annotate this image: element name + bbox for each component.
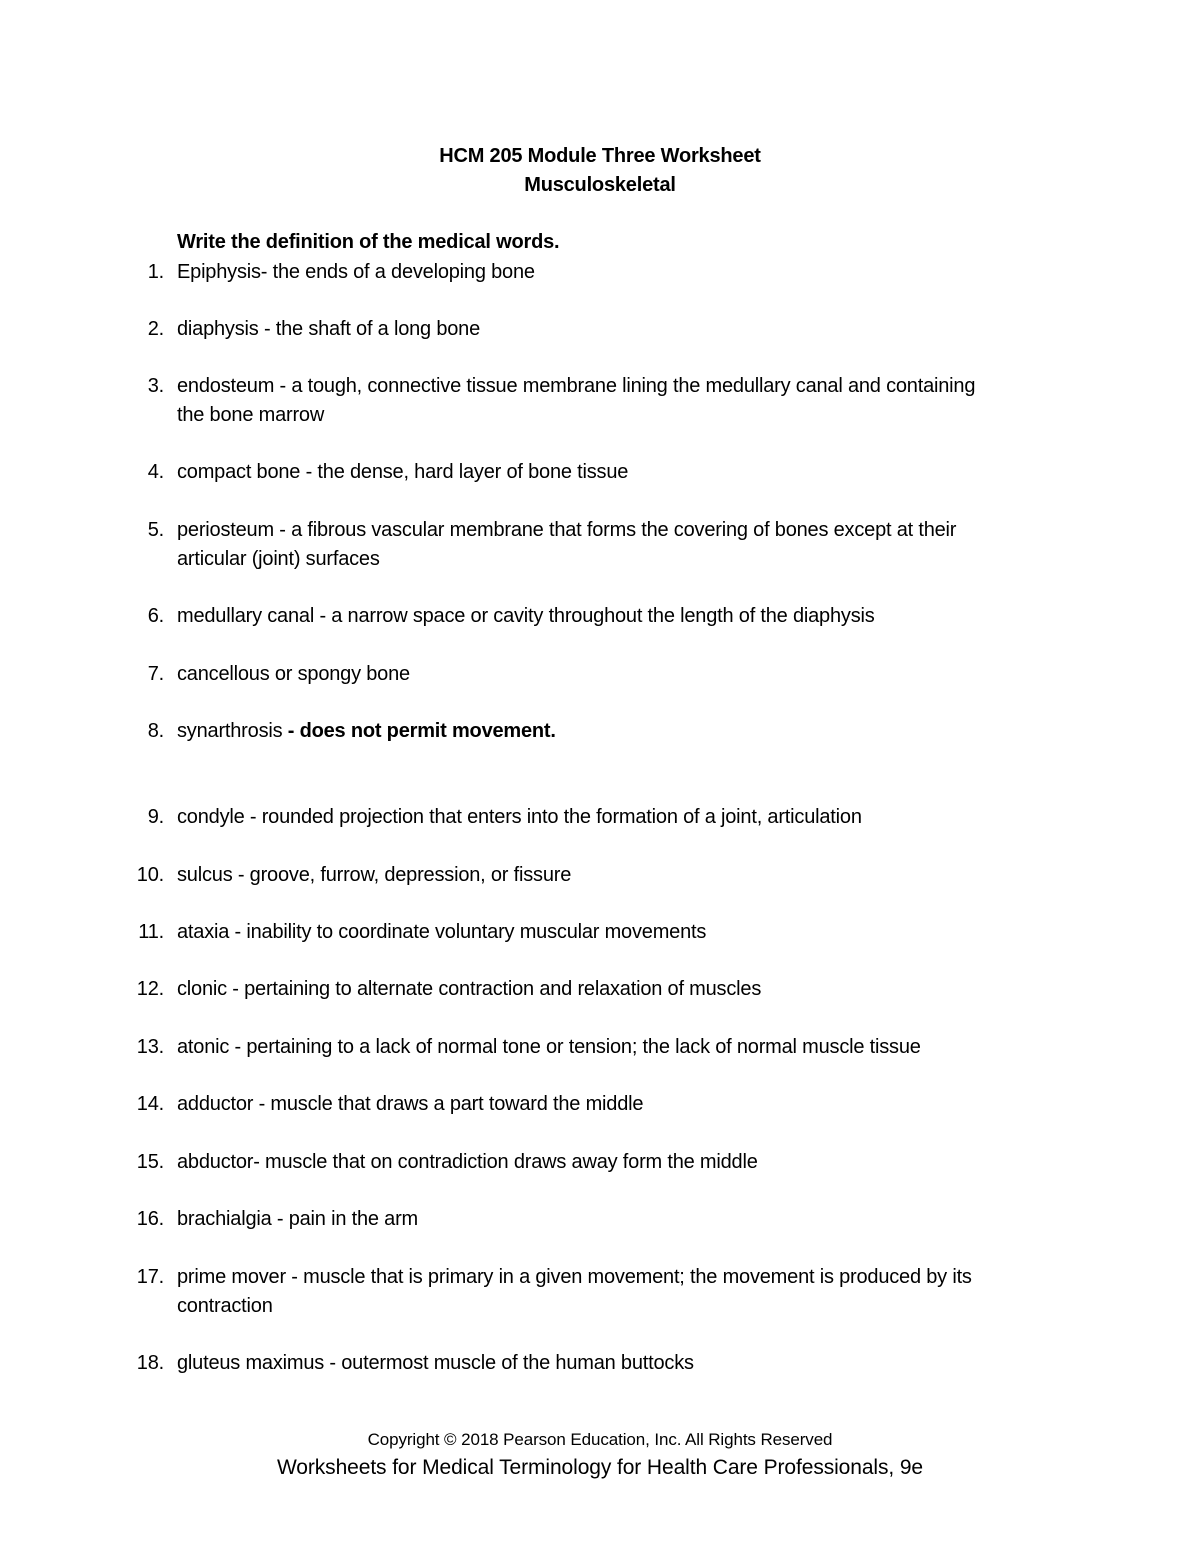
item-number: 16. — [136, 1208, 164, 1230]
item-definition: - rounded projection that enters into the formation of a joint, articulation — [249, 806, 862, 828]
item-definition: - inability to coordinate voluntary muscular movements — [234, 921, 707, 943]
item-definition: - outermost muscle of the human buttocks — [329, 1352, 694, 1374]
item-number: 2. — [147, 318, 164, 340]
item-number: 10. — [136, 864, 164, 886]
item-number: 15. — [136, 1151, 164, 1173]
item-number: 17. — [136, 1266, 164, 1288]
item-number: 1. — [147, 261, 164, 283]
item-term: atonic — [177, 1036, 235, 1058]
item-number: 7. — [147, 663, 164, 685]
item-definition: - the ends of a developing bone — [260, 261, 535, 283]
item-definition: - muscle that is primary in a given movement; the movement is produced by its contraction — [177, 1266, 972, 1317]
item-definition: - the dense, hard layer of bone tissue — [305, 461, 629, 483]
item-number: 18. — [136, 1352, 164, 1374]
item-definition: - pain in the arm — [276, 1208, 419, 1230]
item-number: 6. — [147, 605, 164, 627]
item-definition: - the shaft of a long bone — [263, 318, 481, 340]
item-number: 12. — [136, 978, 164, 1000]
item-term: condyle — [177, 806, 250, 828]
item-number: 5. — [147, 519, 164, 541]
item-term: compact bone — [177, 461, 306, 483]
item-number: 8. — [147, 720, 164, 742]
copyright-footer: Copyright © 2018 Pearson Education, Inc. All Rights Reserved — [367, 1430, 833, 1449]
item-term: cancellous or spongy bone — [177, 663, 410, 685]
item-term: prime mover — [177, 1266, 292, 1288]
item-definition: - muscle that on contradiction draws away form the middle — [253, 1151, 758, 1173]
item-term: ataxia — [177, 921, 235, 943]
worksheet-title: HCM 205 Module Three Worksheet — [439, 145, 761, 167]
item-number: 14. — [136, 1093, 164, 1115]
item-number: 3. — [147, 375, 164, 397]
item-definition: - does not permit movement. — [287, 720, 556, 742]
item-term: brachialgia — [177, 1208, 277, 1230]
item-definition: - muscle that draws a part toward the middle — [258, 1093, 644, 1115]
item-definition: - a tough, connective tissue membrane lining the medullary canal and containing the bone marrow — [177, 375, 976, 426]
instruction-text: Write the definition of the medical words. — [177, 231, 560, 253]
item-number: 4. — [147, 461, 164, 483]
item-definition: - groove, furrow, depression, or fissure — [237, 864, 572, 886]
item-term: medullary canal — [177, 605, 320, 627]
item-term: abductor — [177, 1151, 254, 1173]
item-term: periosteum — [177, 519, 280, 541]
item-number: 9. — [147, 806, 164, 828]
item-term: synarthrosis — [177, 720, 288, 742]
item-definition: - a narrow space or cavity throughout the length of the diaphysis — [319, 605, 875, 627]
item-definition: - a fibrous vascular membrane that forms the covering of bones except at their articular (joint) surfaces — [177, 519, 957, 570]
item-term: sulcus — [177, 864, 238, 886]
item-definition: - pertaining to a lack of normal tone or tension; the lack of normal muscle tissue — [234, 1036, 921, 1058]
item-definition: - pertaining to alternate contraction and relaxation of muscles — [232, 978, 762, 1000]
item-number: 11. — [138, 921, 164, 943]
worksheet-subtitle: Musculoskeletal — [524, 174, 676, 196]
book-title-footer: Worksheets for Medical Terminology for Health Care Professionals, 9e — [276, 1456, 924, 1479]
item-term: gluteus maximus — [177, 1352, 330, 1374]
item-term: endosteum — [177, 375, 280, 397]
item-term: clonic — [177, 978, 233, 1000]
item-term: diaphysis — [177, 318, 264, 340]
item-term: adductor — [177, 1093, 259, 1115]
item-number: 13. — [136, 1036, 164, 1058]
item-term: Epiphysis — [177, 261, 261, 283]
